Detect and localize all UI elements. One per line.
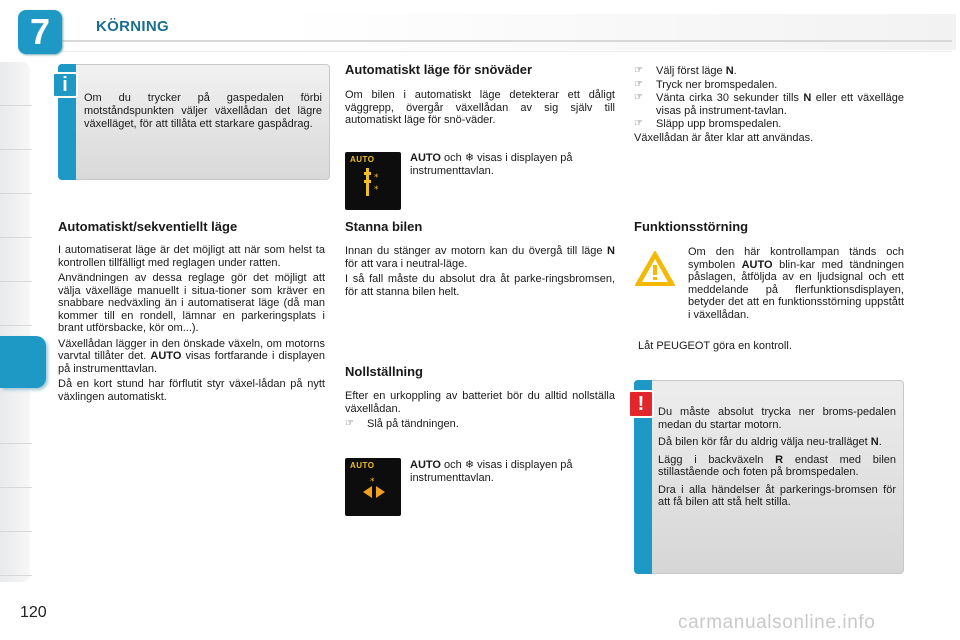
warning-note-text [658,406,896,514]
gear-n-label: N [607,245,615,257]
header-rule [62,40,952,52]
section-heading-fault: Funktionsstörning [634,219,749,234]
text: Slå på tändningen. [367,418,459,430]
pointing-hand-icon: ☞ [634,78,643,90]
paragraph: Användningen av dessa reglage gör det möjligt att välja växelläge manuellt i situa-tioner som kräver en snabbare nedväxling än i automatiserat läge (då man kommer till en rondell, lämnar en parkeringsplats i brant utförsbacke, kör om...). [58,272,325,334]
chapter-tab[interactable] [0,488,32,532]
section-heading-reset: Nollställning [345,364,423,379]
warning-triangle-icon [634,250,676,288]
section-heading-snow: Automatiskt läge för snöväder [345,62,533,77]
steps-list [634,65,904,131]
auto-snow-display-image-2 [345,458,401,516]
pointing-hand-icon: ☞ [634,118,643,129]
watermark: carmanualsonline.info [678,612,876,633]
section-heading-stop: Stanna bilen [345,219,423,234]
chapter-tab[interactable] [0,400,32,444]
gear-n-label: N [803,92,812,104]
text: . [878,436,882,448]
section-body-snow: Om bilen i automatiskt läge detekterar ett dåligt väggrepp, övergår växellådan av sig själv till automatiskt läge för snö-väder. [345,89,615,126]
section-heading-auto-seq: Automatiskt/sekventiellt läge [58,219,238,234]
paragraph [658,454,896,479]
auto-label: AUTO [410,152,441,164]
paragraph: I automatiserat läge är det möjligt att när som helst ta kontrollen tillfälligt med reglagen under ratten. [58,244,325,269]
svg-text:*: * [370,477,375,487]
paragraph [58,338,325,376]
text: Välj först läge [656,65,723,77]
text: och ❄ visas i displayen på instrumenttavlan. [410,459,573,484]
paragraph: Då en kort stund har förflutit styr växel-lådan på nytt växlingen automatiskt. [58,378,325,403]
chapter-tab[interactable] [0,62,32,106]
auto-label: AUTO [150,350,182,362]
text: Vänta cirka 30 sekunder tills [656,92,799,104]
chapter-tab-active[interactable] [0,336,46,388]
display-auto-word: AUTO [350,461,375,470]
text: visas fortfarande i displayen på instrumenttavlan. [58,350,325,375]
pointing-hand-icon: ☞ [634,92,643,103]
text: Då bilen kör får du aldrig välja neu-tralläget [658,436,868,448]
text: Om den här kontrollampan tänds och symbolen [688,246,904,271]
section-body-reset [345,390,615,432]
chapter-number-badge: 7 [18,10,62,54]
svg-text:*: * [374,173,379,183]
snow-display-caption [410,152,615,177]
paragraph: Du måste absolut trycka ner broms-pedalen medan du startar motorn. [658,406,896,431]
gear-r-label: R [775,453,784,466]
auto-label: AUTO [410,459,441,471]
reset-step-list [345,418,615,431]
section-body-auto-seq [58,244,325,406]
exclamation-icon: ! [628,390,654,418]
snow-indicator-icon [363,166,385,200]
paragraph: Dra i alla händelser åt parkerings-bromsen för att få bilen att stå helt stilla. [658,483,896,508]
pointing-hand-icon: ☞ [634,65,643,76]
section-body-steps [634,65,904,147]
text: Lägg i backväxeln [658,453,764,466]
text: och ❄ visas i displayen på instrumenttavlan. [410,152,573,177]
list-item [634,92,904,117]
text: . [733,65,737,77]
chapter-tab[interactable] [0,238,32,282]
text: blin-kar med tändningen påslagen, åtföljda av en ljudsignal och ett meddelande på flerfunktionsdisplayen, betyder det att en funktionsstörning uppstått i växellådan. [688,258,904,321]
gear-n-label: N [870,436,879,448]
snow-arrows-icon [363,472,385,506]
list-item [634,118,904,131]
paragraph: Växellådan är åter klar att användas. [634,131,814,144]
info-note-text: Om du trycker på gaspedalen förbi motståndspunkten väljer växellådan det lägre växelläget, för att tillåta ett starkare gaspådrag. [84,92,322,130]
fault-body-top [688,246,904,321]
pointing-hand-icon: ☞ [345,418,354,429]
text: Växellådan lägger in den önskade växeln, om motorns varvtal tillåter det. [58,337,325,362]
chapter-tab[interactable] [0,194,32,238]
section-body-stop [345,245,615,301]
chapter-tab[interactable] [0,444,32,488]
paragraph [658,436,896,449]
text: endast med bilen stillastående och foten på bromspedalen. [658,453,897,478]
display-auto-word: AUTO [350,155,375,164]
text: Tryck ner bromspedalen. [656,78,778,91]
text: eller ett växelläge visas på instrument-tavlan. [656,92,904,117]
text: Släpp upp bromspedalen. [656,118,782,130]
svg-text:*: * [374,185,379,195]
text: Innan du stänger av motorn kan du övergå till läge [345,245,603,257]
reset-display-caption [410,459,615,484]
text: för att vara i neutral-läge. [345,257,468,270]
paragraph: I så fall måste du absolut dra åt parke-ringsbromsen, för att stanna bilen helt. [345,273,615,298]
gear-n-label: N [725,65,734,77]
chapter-tab[interactable] [0,106,32,150]
chapter-tab[interactable] [0,532,32,576]
chapter-tab[interactable] [0,282,32,326]
page-number: 120 [20,604,47,621]
chapter-tab[interactable] [0,150,32,194]
chapter-title: KÖRNING [96,18,169,35]
info-icon: i [52,72,78,98]
list-item [345,418,615,431]
paragraph: Efter en urkoppling av batteriet bör du alltid nollställa växellådan. [345,390,615,415]
auto-snow-display-image [345,152,401,210]
list-item [634,79,904,92]
fault-body-bottom: Låt PEUGEOT göra en kontroll. [638,340,792,352]
paragraph [345,245,615,270]
auto-label: AUTO [741,258,773,271]
list-item [634,65,904,78]
